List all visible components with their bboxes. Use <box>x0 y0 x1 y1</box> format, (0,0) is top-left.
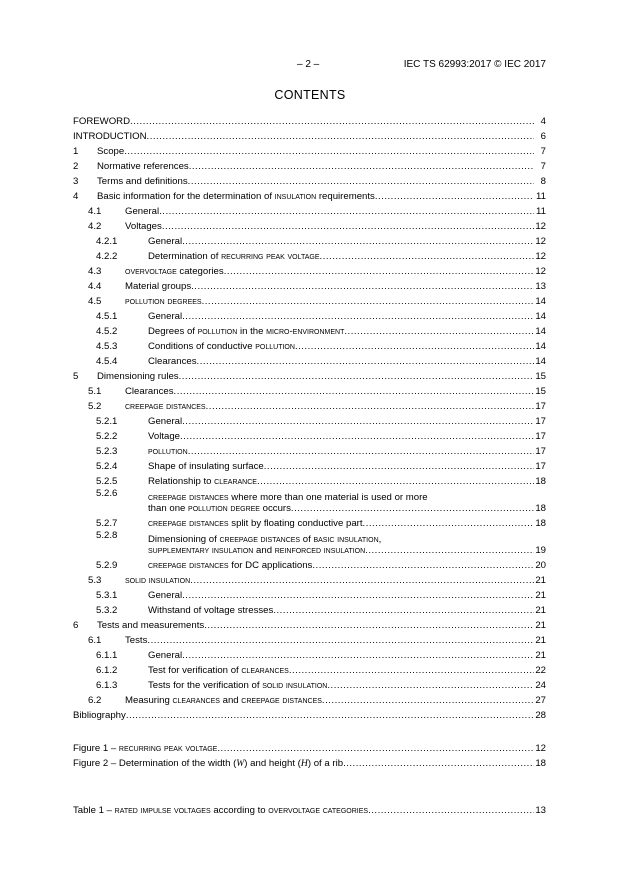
toc-entry-6-1-3[interactable]: 6.1.3 Tests for the verification of solid insulation ..... 24 <box>73 676 546 691</box>
toc-entry-4-4[interactable]: 4.4 Material groups ..... 13 <box>73 277 546 292</box>
toc-entry-5-2-6[interactable]: 5.2.6 creepage distances where more than one material is used or more than one pollution degree occurs ..... 18 <box>73 487 546 514</box>
toc-entry-4-2[interactable]: 4.2 Voltages ..... 12 <box>73 217 546 232</box>
toc-entry-5-2-8[interactable]: 5.2.8 Dimensioning of creepage distances of basic insulation, supplementary insulation and reinforced insulation ..... 19 <box>73 529 546 556</box>
toc-entry-4-5-2[interactable]: 4.5.2 Degrees of pollution in the micro-environment ..... 14 <box>73 322 546 337</box>
toc-entry-5[interactable]: 5 Dimensioning rules ..... 15 <box>73 367 546 382</box>
toc-entry-3[interactable]: 3 Terms and definitions ..... 8 <box>73 172 546 187</box>
page-header <box>0 59 620 73</box>
toc-entry-5-2-4[interactable]: 5.2.4 Shape of insulating surface ..... 17 <box>73 457 546 472</box>
toc-entry-4-3[interactable]: 4.3 overvoltage categories ..... 12 <box>73 262 546 277</box>
toc-entry-5-2-2[interactable]: 5.2.2 Voltage ..... 17 <box>73 427 546 442</box>
toc-entry-4-5-4[interactable]: 4.5.4 Clearances ..... 14 <box>73 352 546 367</box>
toc-entry-5-2-7[interactable]: 5.2.7 creepage distances split by floating conductive part ..... 18 <box>73 514 546 529</box>
toc-title-4: Basic information for the determination of insulation requirements <box>97 191 375 202</box>
document-reference: IEC TS 62993:2017 © IEC 2017 <box>403 59 546 70</box>
toc-entry-5-1[interactable]: 5.1 Clearances ..... 15 <box>73 382 546 397</box>
toc-entry-6-1-2[interactable]: 6.1.2 Test for verification of clearances ..... 22 <box>73 661 546 676</box>
toc-entry-4[interactable]: 4 Basic information for the determination of insulation requirements ..... 11 <box>73 187 546 202</box>
toc-entry-4-5[interactable]: 4.5 pollution degrees ..... 14 <box>73 292 546 307</box>
page-number: – 2 – <box>297 59 320 70</box>
toc-entry-5-3-1[interactable]: 5.3.1 General ..... 21 <box>73 586 546 601</box>
toc-entry-introduction[interactable]: INTRODUCTION ..... 6 <box>73 127 546 142</box>
toc-entry-5-2-1[interactable]: 5.2.1 General ..... 17 <box>73 412 546 427</box>
table-of-contents <box>73 112 546 816</box>
toc-entry-5-2-5[interactable]: 5.2.5 Relationship to clearance ..... 18 <box>73 472 546 487</box>
toc-entry-2[interactable]: 2 Normative references ..... 7 <box>73 157 546 172</box>
table-entry-1[interactable]: Table 1 – rated impulse voltages according to overvoltage categories ..... 13 <box>73 801 546 816</box>
toc-entry-bibliography[interactable]: Bibliography ..... 28 <box>73 706 546 721</box>
toc-entry-4-2-2[interactable]: 4.2.2 Determination of recurring peak voltage ..... 12 <box>73 247 546 262</box>
toc-entry-4-5-3[interactable]: 4.5.3 Conditions of conductive pollution ..... 14 <box>73 337 546 352</box>
toc-entry-foreword[interactable]: FOREWORD ..... 4 <box>73 112 546 127</box>
toc-entry-5-2[interactable]: 5.2 creepage distances ..... 17 <box>73 397 546 412</box>
toc-entry-4-5-1[interactable]: 4.5.1 General ..... 14 <box>73 307 546 322</box>
toc-entry-4-2-1[interactable]: 4.2.1 General ..... 12 <box>73 232 546 247</box>
toc-entry-5-2-3[interactable]: 5.2.3 pollution ..... 17 <box>73 442 546 457</box>
contents-title: CONTENTS <box>274 88 346 102</box>
figure-entry-1[interactable]: Figure 1 – recurring peak voltage ..... 12 <box>73 739 546 754</box>
toc-entry-1[interactable]: 1 Scope ..... 7 <box>73 142 546 157</box>
toc-entry-6[interactable]: 6 Tests and measurements ..... 21 <box>73 616 546 631</box>
toc-entry-5-3-2[interactable]: 5.3.2 Withstand of voltage stresses ..... 21 <box>73 601 546 616</box>
figure-entry-2[interactable]: Figure 2 – Determination of the width (W) and height (H) of a rib ..... 18 <box>73 754 546 769</box>
toc-entry-6-1[interactable]: 6.1 Tests ..... 21 <box>73 631 546 646</box>
toc-entry-4-1[interactable]: 4.1 General ..... 11 <box>73 202 546 217</box>
toc-entry-6-2[interactable]: 6.2 Measuring clearances and creepage distances ..... 27 <box>73 691 546 706</box>
toc-entry-6-1-1[interactable]: 6.1.1 General ..... 21 <box>73 646 546 661</box>
toc-entry-5-2-9[interactable]: 5.2.9 creepage distances for DC applications ..... 20 <box>73 556 546 571</box>
toc-entry-5-3[interactable]: 5.3 solid insulation ..... 21 <box>73 571 546 586</box>
